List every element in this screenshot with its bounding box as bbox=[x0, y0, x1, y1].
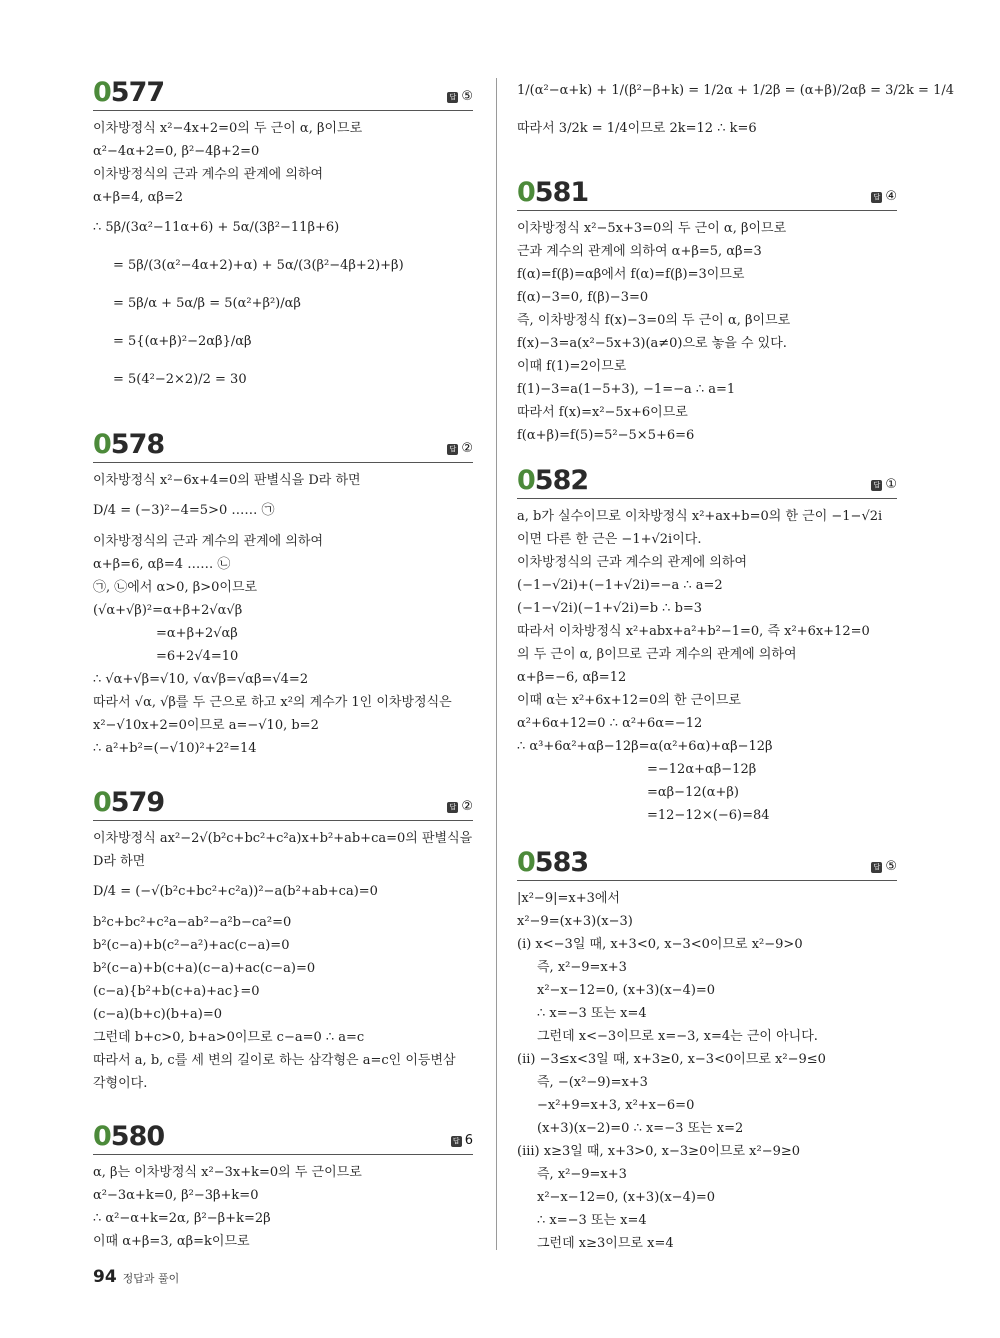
problem-number: 0579 bbox=[93, 787, 165, 818]
page-number: 94 bbox=[93, 1267, 117, 1287]
solution-line: 따라서 이차방정식 x²+abx+a²+b²−1=0, 즉 x²+6x+12=0 bbox=[517, 624, 870, 639]
solution-line: 근과 계수의 관계에 의하여 α+β=5, αβ=3 bbox=[517, 244, 762, 259]
answer-mark-icon: 답 bbox=[451, 1136, 462, 1147]
solution-line: (c−a){b²+b(c+a)+ac}=0 bbox=[93, 984, 260, 999]
answer-badge bbox=[451, 1133, 473, 1148]
problem-0582 bbox=[517, 460, 897, 827]
solution-line: =α+β+2√αβ bbox=[156, 626, 238, 641]
solution-line: 즉, x²−9=x+3 bbox=[537, 960, 627, 975]
problem-header bbox=[93, 1116, 473, 1155]
solution-line: 따라서 f(x)=x²−5x+6이므로 bbox=[517, 405, 688, 420]
problem-0580-continued bbox=[517, 72, 955, 148]
solution-line: b²(c−a)+b(c²−a²)+ac(c−a)=0 bbox=[93, 938, 290, 953]
solution-line: α²−4α+2=0, β²−4β+2=0 bbox=[93, 144, 260, 159]
solution-line: a, b가 실수이므로 이차방정식 x²+ax+b=0의 한 근이 −1−√2i bbox=[517, 509, 883, 524]
solution-line: f(α)=f(β)=αβ에서 f(α)=f(β)=3이므로 bbox=[517, 267, 745, 282]
problem-0579 bbox=[93, 782, 473, 1095]
problem-number: 0580 bbox=[93, 1121, 165, 1152]
solution-line: 그런데 x<−3이므로 x=−3, x=4는 근이 아니다. bbox=[537, 1029, 818, 1044]
problem-0583 bbox=[517, 842, 897, 1255]
solution-text bbox=[93, 821, 473, 1095]
solution-line: f(x)−3=a(x²−5x+3)(a≠0)으로 놓을 수 있다. bbox=[517, 336, 787, 351]
solution-line: ㉠, ㉡에서 α>0, β>0이므로 bbox=[93, 580, 258, 595]
solution-line: 따라서 a, b, c를 세 변의 길이로 하는 삼각형은 a=c인 이등변삼 bbox=[93, 1053, 456, 1068]
solution-line: 이차방정식의 근과 계수의 관계에 의하여 bbox=[93, 167, 324, 182]
solution-line: α+β=−6, αβ=12 bbox=[517, 670, 627, 685]
answer-value: ② bbox=[461, 799, 473, 814]
solution-line: x²−√10x+2=0이므로 a=−√10, b=2 bbox=[93, 718, 319, 733]
solution-line: 이차방정식의 근과 계수의 관계에 의하여 bbox=[93, 534, 324, 549]
solution-line: 즉, 이차방정식 f(x)−3=0의 두 근이 α, β이므로 bbox=[517, 313, 791, 328]
solution-line: (iii) x≥3일 때, x+3>0, x−3≥0이므로 x²−9≥0 bbox=[517, 1144, 801, 1159]
solution-line: 이차방정식 x²−6x+4=0의 판별식을 D라 하면 bbox=[93, 473, 361, 488]
solution-line: =6+2√4=10 bbox=[156, 649, 239, 664]
solution-line: α+β=4, αβ=2 bbox=[93, 190, 184, 205]
problem-number: 0583 bbox=[517, 847, 589, 878]
solution-text bbox=[517, 499, 897, 827]
solution-line: ∴ α²−α+k=2α, β²−β+k=2β bbox=[93, 1211, 271, 1226]
solution-line: b²(c−a)+b(c+a)(c−a)+ac(c−a)=0 bbox=[93, 961, 316, 976]
answer-mark-icon: 답 bbox=[447, 92, 458, 103]
solution-line: x²−x−12=0, (x+3)(x−4)=0 bbox=[537, 983, 716, 998]
answer-value: ② bbox=[461, 441, 473, 456]
solution-line: 따라서 √α, √β를 두 근으로 하고 x²의 계수가 1인 이차방정식은 bbox=[93, 695, 452, 710]
solution-line: 즉, −(x²−9)=x+3 bbox=[537, 1075, 648, 1090]
answer-badge bbox=[447, 441, 473, 456]
solution-text bbox=[93, 463, 473, 760]
solution-line: 이때 f(1)=2이므로 bbox=[517, 359, 627, 374]
solution-line: f(α)−3=0, f(β)−3=0 bbox=[517, 290, 649, 305]
solution-line: = 5{(α+β)²−2αβ}/αβ bbox=[113, 334, 252, 349]
solution-line: D/4 = (−√(b²c+bc²+c²a))²−a(b²+ab+ca)=0 bbox=[93, 884, 378, 899]
answer-mark-icon: 답 bbox=[447, 802, 458, 813]
solution-line: ∴ a²+b²=(−√10)²+2²=14 bbox=[93, 741, 257, 756]
solution-line: (−1−√2i)(−1+√2i)=b ∴ b=3 bbox=[517, 601, 703, 616]
answer-mark-icon: 답 bbox=[871, 192, 882, 203]
solution-line: 각형이다. bbox=[93, 1076, 148, 1091]
solution-line: b²c+bc²+c²a−ab²−a²b−ca²=0 bbox=[93, 915, 292, 930]
solution-line: D라 하면 bbox=[93, 854, 146, 869]
solution-line: x²−x−12=0, (x+3)(x−4)=0 bbox=[537, 1190, 716, 1205]
solution-text bbox=[517, 72, 955, 148]
problem-0581 bbox=[517, 172, 897, 447]
answer-value: 6 bbox=[464, 1133, 473, 1148]
solution-line: 즉, x²−9=x+3 bbox=[537, 1167, 627, 1182]
solution-line: f(1)−3=a(1−5+3), −1=−a ∴ a=1 bbox=[517, 382, 736, 397]
problem-header bbox=[517, 842, 897, 881]
answer-value: ⑤ bbox=[461, 89, 473, 104]
answer-mark-icon: 답 bbox=[871, 862, 882, 873]
solution-text bbox=[93, 111, 473, 399]
column-divider bbox=[496, 78, 497, 1250]
solution-line: (c−a)(b+c)(b+a)=0 bbox=[93, 1007, 222, 1022]
problem-header bbox=[93, 72, 473, 111]
solution-line: =−12α+αβ−12β bbox=[647, 762, 757, 777]
solution-line: 이때 α는 x²+6x+12=0의 한 근이므로 bbox=[517, 693, 741, 708]
solution-line: 그런데 b+c>0, b+a>0이므로 c−a=0 ∴ a=c bbox=[93, 1030, 365, 1045]
solution-line: = 5β/(3(α²−4α+2)+α) + 5α/(3(β²−4β+2)+β) bbox=[113, 258, 404, 273]
solution-line: D/4 = (−3)²−4=5>0 …… ㉠ bbox=[93, 503, 275, 518]
solution-line: 이차방정식의 근과 계수의 관계에 의하여 bbox=[517, 555, 748, 570]
solution-line: 이면 다른 한 근은 −1+√2i이다. bbox=[517, 532, 702, 547]
solution-line: (x+3)(x−2)=0 ∴ x=−3 또는 x=2 bbox=[537, 1121, 744, 1136]
solution-line: (i) x<−3일 때, x+3<0, x−3<0이므로 x²−9>0 bbox=[517, 937, 803, 952]
solution-line: ∴ x=−3 또는 x=4 bbox=[537, 1213, 647, 1228]
problem-number: 0578 bbox=[93, 429, 165, 460]
answer-badge bbox=[447, 799, 473, 814]
problem-0577 bbox=[93, 72, 473, 399]
solution-line: f(α+β)=f(5)=5²−5×5+6=6 bbox=[517, 428, 695, 443]
problem-number: 0581 bbox=[517, 177, 589, 208]
solution-line: ∴ α³+6α²+αβ−12β=α(α²+6α)+αβ−12β bbox=[517, 739, 773, 754]
problem-header bbox=[93, 424, 473, 463]
solution-line: ∴ x=−3 또는 x=4 bbox=[537, 1006, 647, 1021]
solution-line: (ii) −3≤x<3일 때, x+3≥0, x−3<0이므로 x²−9≤0 bbox=[517, 1052, 826, 1067]
solution-line: 이차방정식 ax²−2√(b²c+bc²+c²a)x+b²+ab+ca=0의 판별식을 bbox=[93, 831, 473, 846]
answer-badge bbox=[871, 189, 897, 204]
answer-value: ④ bbox=[885, 189, 897, 204]
solution-line: = 5β/α + 5α/β = 5(α²+β²)/αβ bbox=[113, 296, 301, 311]
problem-0580 bbox=[93, 1116, 473, 1253]
problem-header bbox=[93, 782, 473, 821]
solution-text bbox=[517, 211, 897, 447]
solution-line: 의 두 근이 α, β이므로 근과 계수의 관계에 의하여 bbox=[517, 647, 797, 662]
answer-badge bbox=[871, 477, 897, 492]
problem-header bbox=[517, 460, 897, 499]
problem-number: 0577 bbox=[93, 77, 165, 108]
solution-line: 이때 α+β=3, αβ=k이므로 bbox=[93, 1234, 250, 1249]
solution-text bbox=[93, 1155, 473, 1253]
solution-line: ∴ √α+√β=√10, √α√β=√αβ=√4=2 bbox=[93, 672, 309, 687]
solution-line: α²+6α+12=0 ∴ α²+6α=−12 bbox=[517, 716, 703, 731]
solution-line: = 5(4²−2×2)/2 = 30 bbox=[113, 372, 247, 387]
solution-line: α+β=6, αβ=4 …… ㉡ bbox=[93, 557, 231, 572]
solution-line: 이차방정식 x²−5x+3=0의 두 근이 α, β이므로 bbox=[517, 221, 787, 236]
solution-line: |x²−9|=x+3에서 bbox=[517, 891, 620, 906]
solution-line: α, β는 이차방정식 x²−3x+k=0의 두 근이므로 bbox=[93, 1165, 362, 1180]
answer-value: ⑤ bbox=[885, 859, 897, 874]
footer-label: 정답과 풀이 bbox=[122, 1272, 180, 1285]
answer-mark-icon: 답 bbox=[871, 480, 882, 491]
solution-line: 따라서 3/2k = 1/4이므로 2k=12 ∴ k=6 bbox=[517, 121, 757, 136]
solution-line: α²−3α+k=0, β²−3β+k=0 bbox=[93, 1188, 259, 1203]
solution-line: (√α+√β)²=α+β+2√α√β bbox=[93, 603, 243, 618]
solution-line: ∴ 5β/(3α²−11α+6) + 5α/(3β²−11β+6) bbox=[93, 220, 340, 235]
answer-value: ① bbox=[885, 477, 897, 492]
page-footer bbox=[93, 1267, 179, 1287]
solution-line: x²−9=(x+3)(x−3) bbox=[517, 914, 633, 929]
solution-line: −x²+9=x+3, x²+x−6=0 bbox=[537, 1098, 695, 1113]
answer-badge bbox=[871, 859, 897, 874]
solution-line: =αβ−12(α+β) bbox=[647, 785, 739, 800]
answer-mark-icon: 답 bbox=[447, 444, 458, 455]
solution-line: 1/(α²−α+k) + 1/(β²−β+k) = 1/2α + 1/2β = (α+β)/2αβ = 3/2k = 1/4 bbox=[517, 83, 955, 98]
problem-number: 0582 bbox=[517, 465, 589, 496]
answer-badge bbox=[447, 89, 473, 104]
solution-line: =12−12×(−6)=84 bbox=[647, 808, 770, 823]
solution-line: (−1−√2i)+(−1+√2i)=−a ∴ a=2 bbox=[517, 578, 723, 593]
solution-text bbox=[517, 881, 897, 1255]
problem-header bbox=[517, 172, 897, 211]
problem-0578 bbox=[93, 424, 473, 760]
solution-line: 이차방정식 x²−4x+2=0의 두 근이 α, β이므로 bbox=[93, 121, 363, 136]
solution-line: 그런데 x≥3이므로 x=4 bbox=[537, 1236, 674, 1251]
